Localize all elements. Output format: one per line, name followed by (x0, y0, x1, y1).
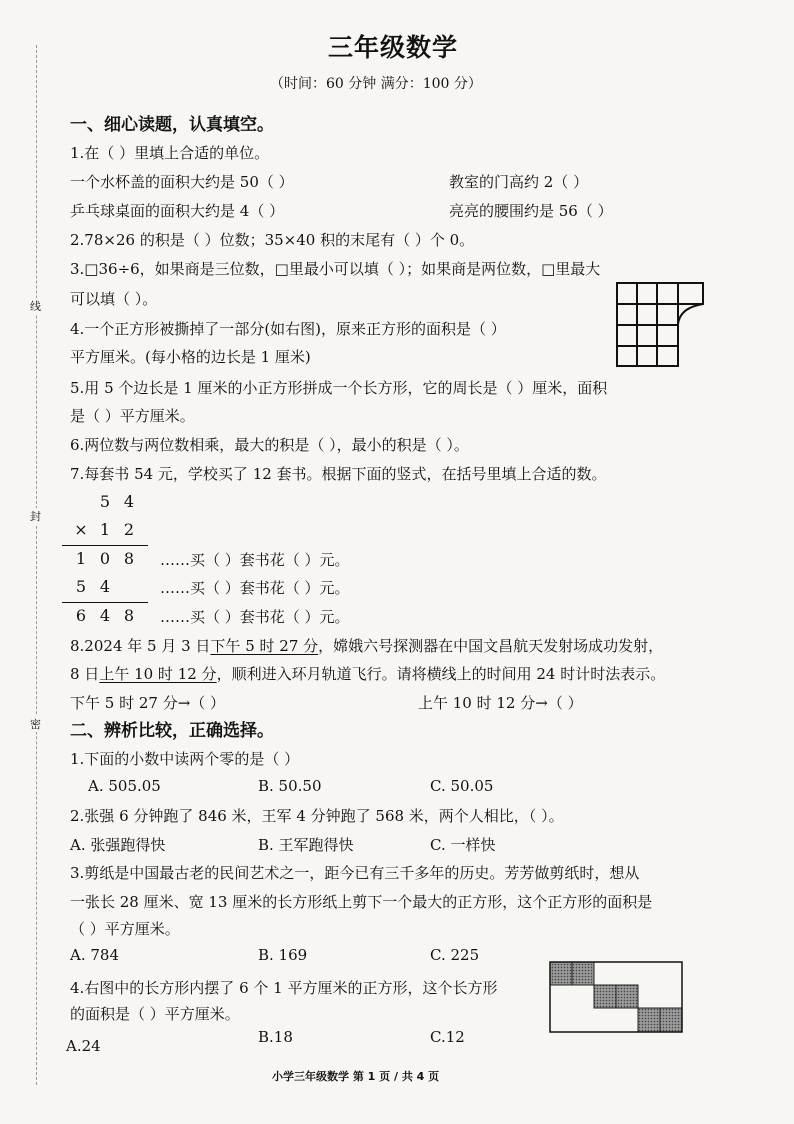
s2-q3-option-c: C. 225 (430, 946, 480, 964)
page-footer: 小学三年级数学 第 1 页 / 共 4 页 (272, 1070, 440, 1083)
shaded-square-2 (572, 962, 594, 985)
calc-rule-1 (62, 545, 148, 546)
s2-q3-line2: 一张长 28 厘米、宽 13 厘米的长方形纸上剪下一个最大的正方形，这个正方形的面积是 (70, 893, 653, 911)
s2-q1-stem: 1.下面的小数中读两个零的是（ ） (70, 750, 300, 768)
q1-d: 亮亮的腰围约是 56（ ） (449, 202, 613, 220)
binding-line (36, 45, 37, 1085)
s2-q2-stem: 2.张强 6 分钟跑了 846 米，王军 4 分钟跑了 568 米，两个人相比，（ ）。 (70, 807, 564, 825)
q7-fill-2: ……买（ ）套书花（ ）元。 (160, 579, 350, 597)
calc-row1-ones: 4 (123, 492, 135, 511)
q8-line2 (70, 663, 665, 684)
s2-q1-option-a: A. 505.05 (88, 777, 161, 795)
calc-rule-2 (62, 602, 148, 603)
shaded-square-5 (638, 1008, 660, 1032)
calc-p2-hundreds: 5 (75, 577, 87, 596)
q8-line2-post: ，顺利进入环月轨道飞行。请将横线上的时间用 24 时计时法表示。 (216, 665, 666, 683)
s2-q4-option-c: C.12 (430, 1028, 465, 1046)
q8-time-2: 上午 10 时 12 分 (99, 665, 217, 683)
shaded-square-1 (550, 962, 572, 985)
calc-row1-tens: 5 (99, 492, 111, 511)
s2-q3-line3: （ ）平方厘米。 (70, 920, 180, 938)
q6: 6.两位数与两位数相乘，最大的积是（ ），最小的积是（ ）。 (70, 436, 469, 454)
calc-row2-ones: 2 (123, 520, 135, 539)
s2-q2-option-b: B. 王军跑得快 (258, 836, 354, 854)
q8-b: 上午 10 时 12 分→（ ） (418, 694, 583, 712)
section2-heading: 二、辨析比较，正确选择。 (70, 721, 274, 741)
calc-times-sign: × (74, 520, 88, 539)
page-subtitle: （时间：60 分钟 满分：100 分） (270, 76, 482, 92)
calc-row2-tens: 1 (99, 520, 111, 539)
rectangle-squares-figure (548, 960, 688, 1036)
binding-mark-feng: 封 (30, 510, 41, 523)
s2-q3-line1: 3.剪纸是中国最古老的民间艺术之一，距今已有三千多年的历史。芳芳做剪纸时，想从 (70, 864, 640, 882)
q8-line2-pre: 8 日 (70, 665, 100, 683)
q8-line1-pre: 8.2024 年 5 月 3 日 (70, 637, 211, 655)
shaded-square-3 (594, 985, 616, 1008)
q2: 2.78×26 的积是（ ）位数；35×40 积的末尾有（ ）个 0。 (70, 231, 475, 249)
calc-total-hundreds: 6 (75, 606, 87, 625)
binding-mark-xian: 线 (30, 300, 41, 313)
s2-q3-option-b: B. 169 (258, 946, 308, 964)
q5-line2: 是（ ）平方厘米。 (70, 407, 195, 425)
q8-time-1: 下午 5 时 27 分 (210, 637, 319, 655)
s2-q2-option-c: C. 一样快 (430, 836, 496, 854)
q1-c: 乒乓球桌面的面积大约是 4（ ） (70, 202, 285, 220)
q8-line1-post: ，嫦娥六号探测器在中国文昌航天发射场成功发射， (318, 637, 664, 655)
calc-p2-tens: 4 (99, 577, 111, 596)
q8-a: 下午 5 时 27 分→（ ） (70, 694, 226, 712)
shaded-square-4 (616, 985, 638, 1008)
s2-q4-option-a: A.24 (66, 1037, 101, 1055)
q3-line1: 3.□36÷6，如果商是三位数，□里最小可以填（ ）；如果商是两位数，□里最大 (70, 260, 601, 278)
calc-total-ones: 8 (123, 606, 135, 625)
s2-q1-option-c: C. 50.05 (430, 777, 494, 795)
calc-total-tens: 4 (99, 606, 111, 625)
page-title: 三年级数学 (328, 33, 459, 62)
calc-p1-hundreds: 1 (75, 549, 87, 568)
q4-line1: 4.一个正方形被撕掉了一部分(如右图)，原来正方形的面积是（ ） (70, 320, 506, 338)
s2-q1-option-b: B. 50.50 (258, 777, 322, 795)
s2-q2-option-a: A. 张强跑得快 (70, 836, 166, 854)
q1-a: 一个水杯盖的面积大约是 50（ ） (70, 173, 294, 191)
q8-line1 (70, 635, 663, 656)
s2-q3-option-a: A. 784 (70, 946, 119, 964)
s2-q4-line2: 的面积是（ ）平方厘米。 (70, 1005, 240, 1023)
shaded-square-6 (660, 1008, 682, 1032)
section1-heading: 一、细心读题，认真填空。 (70, 115, 274, 135)
q7-fill-1: ……买（ ）套书花（ ）元。 (160, 551, 350, 569)
q5-line1: 5.用 5 个边长是 1 厘米的小正方形拼成一个长方形，它的周长是（ ）厘米，面积 (70, 379, 608, 397)
s2-q4-option-b: B.18 (258, 1028, 293, 1046)
calc-p1-tens: 0 (99, 549, 111, 568)
q1-stem: 1.在（ ）里填上合适的单位。 (70, 144, 270, 162)
q1-b: 教室的门高约 2（ ） (449, 173, 589, 191)
q3-line2: 可以填（ ）。 (70, 290, 158, 308)
binding-mark-mi: 密 (30, 718, 41, 731)
s2-q4-line1: 4.右图中的长方形内摆了 6 个 1 平方厘米的正方形，这个长方形 (70, 979, 498, 997)
q4-line2: 平方厘米。(每小格的边长是 1 厘米) (70, 348, 311, 366)
q7-fill-3: ……买（ ）套书花（ ）元。 (160, 608, 350, 626)
torn-square-figure (612, 280, 708, 370)
q7-stem: 7.每套书 54 元，学校买了 12 套书。根据下面的竖式，在括号里填上合适的数。 (70, 465, 607, 483)
calc-p1-ones: 8 (123, 549, 135, 568)
